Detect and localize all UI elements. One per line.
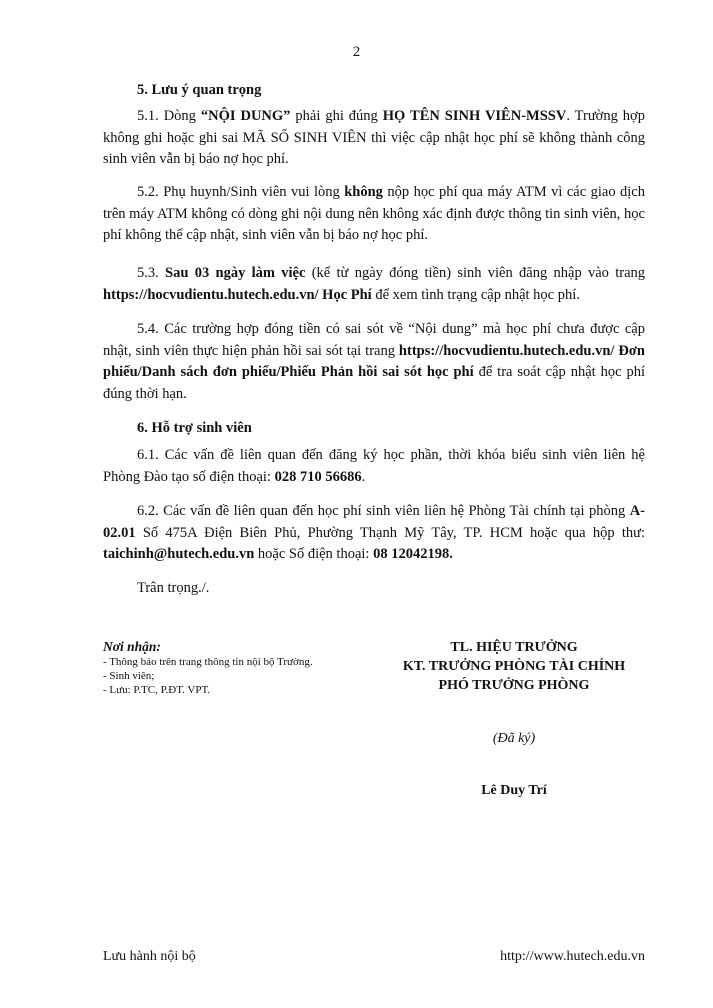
recipients-title: Nơi nhận: xyxy=(103,639,161,654)
recipient-item: - Sinh viên; xyxy=(103,670,155,682)
signature-title-2: KT. TRƯỞNG PHÒNG TÀI CHÍNH xyxy=(402,659,626,674)
signature-title-3: PHÓ TRƯỞNG PHÒNG xyxy=(438,678,590,693)
paragraph-6-2: 6.2. Các vấn đề liên quan đến học phí sinh viên liên hệ Phòng Tài chính tại phòng A-02.01 Số 475A Điện Biên Phủ, Phường Thạnh Mỹ Tây, TP. HCM hoặc qua hộp thư: taichinh@hutech.edu.vn hoặc Số điện thoại: 08 12042198. xyxy=(103,503,645,562)
signer-name: Lê Duy Trí xyxy=(481,783,547,798)
footer-internal-note: Lưu hành nội bộ xyxy=(103,949,196,964)
paragraph-5-2: 5.2. Phụ huynh/Sinh viên vui lòng không nộp học phí qua máy ATM vì các giao dịch trên máy ATM không có dòng ghi nội dung nên không xác định được thông tin sinh viên, học phí không thể cập nhật, sinh viên vẫn bị báo nợ học phí. xyxy=(103,184,645,243)
signature-title-1: TL. HIỆU TRƯỞNG xyxy=(450,640,578,655)
page-number: 2 xyxy=(352,44,361,60)
section-5-title: 5. Lưu ý quan trọng xyxy=(137,82,262,98)
recipient-item: - Thông báo trên trang thông tin nội bộ Trường. xyxy=(103,656,313,668)
closing-text: Trân trọng./. xyxy=(137,580,210,596)
recipient-item: - Lưu: P.TC, P.ĐT. VPT. xyxy=(103,684,211,696)
paragraph-5-4: 5.4. Các trường hợp đóng tiền có sai sót về “Nội dung” mà học phí chưa được cập nhật, sinh viên thực hiện phản hồi sai sót tại trang https://hocvudientu.hutech.edu.vn/ Đơn phiếu/Danh sách đơn phiếu/Phiếu Phản hồi sai sót học phí để tra soát cập nhật học phí đúng thời hạn. xyxy=(103,321,645,402)
signed-note: (Đã ký) xyxy=(492,731,536,746)
paragraph-6-1: 6.1. Các vấn đề liên quan đến đăng ký học phần, thời khóa biểu sinh viên liên hệ Phòng Đào tạo số điện thoại: 028 710 56686. xyxy=(103,447,645,485)
paragraph-5-1: 5.1. Dòng “NỘI DUNG” phải ghi đúng HỌ TÊN SINH VIÊN-MSSV. Trường hợp không ghi hoặc ghi sai MÃ SỐ SINH VIÊN thì việc cập nhật học phí sẽ không thành công sinh viên vẫn bị báo nợ học phí. xyxy=(103,108,645,167)
paragraph-5-3: 5.3. Sau 03 ngày làm việc (kể từ ngày đóng tiền) sinh viên đăng nhập vào trang https://hocvudientu.hutech.edu.vn/ Học Phí để xem tình trạng cập nhật học phí. xyxy=(103,265,646,303)
recipients-block xyxy=(103,639,383,697)
footer-website: http://www.hutech.edu.vn xyxy=(500,949,645,964)
section-6-title: 6. Hỗ trợ sinh viên xyxy=(137,420,252,436)
